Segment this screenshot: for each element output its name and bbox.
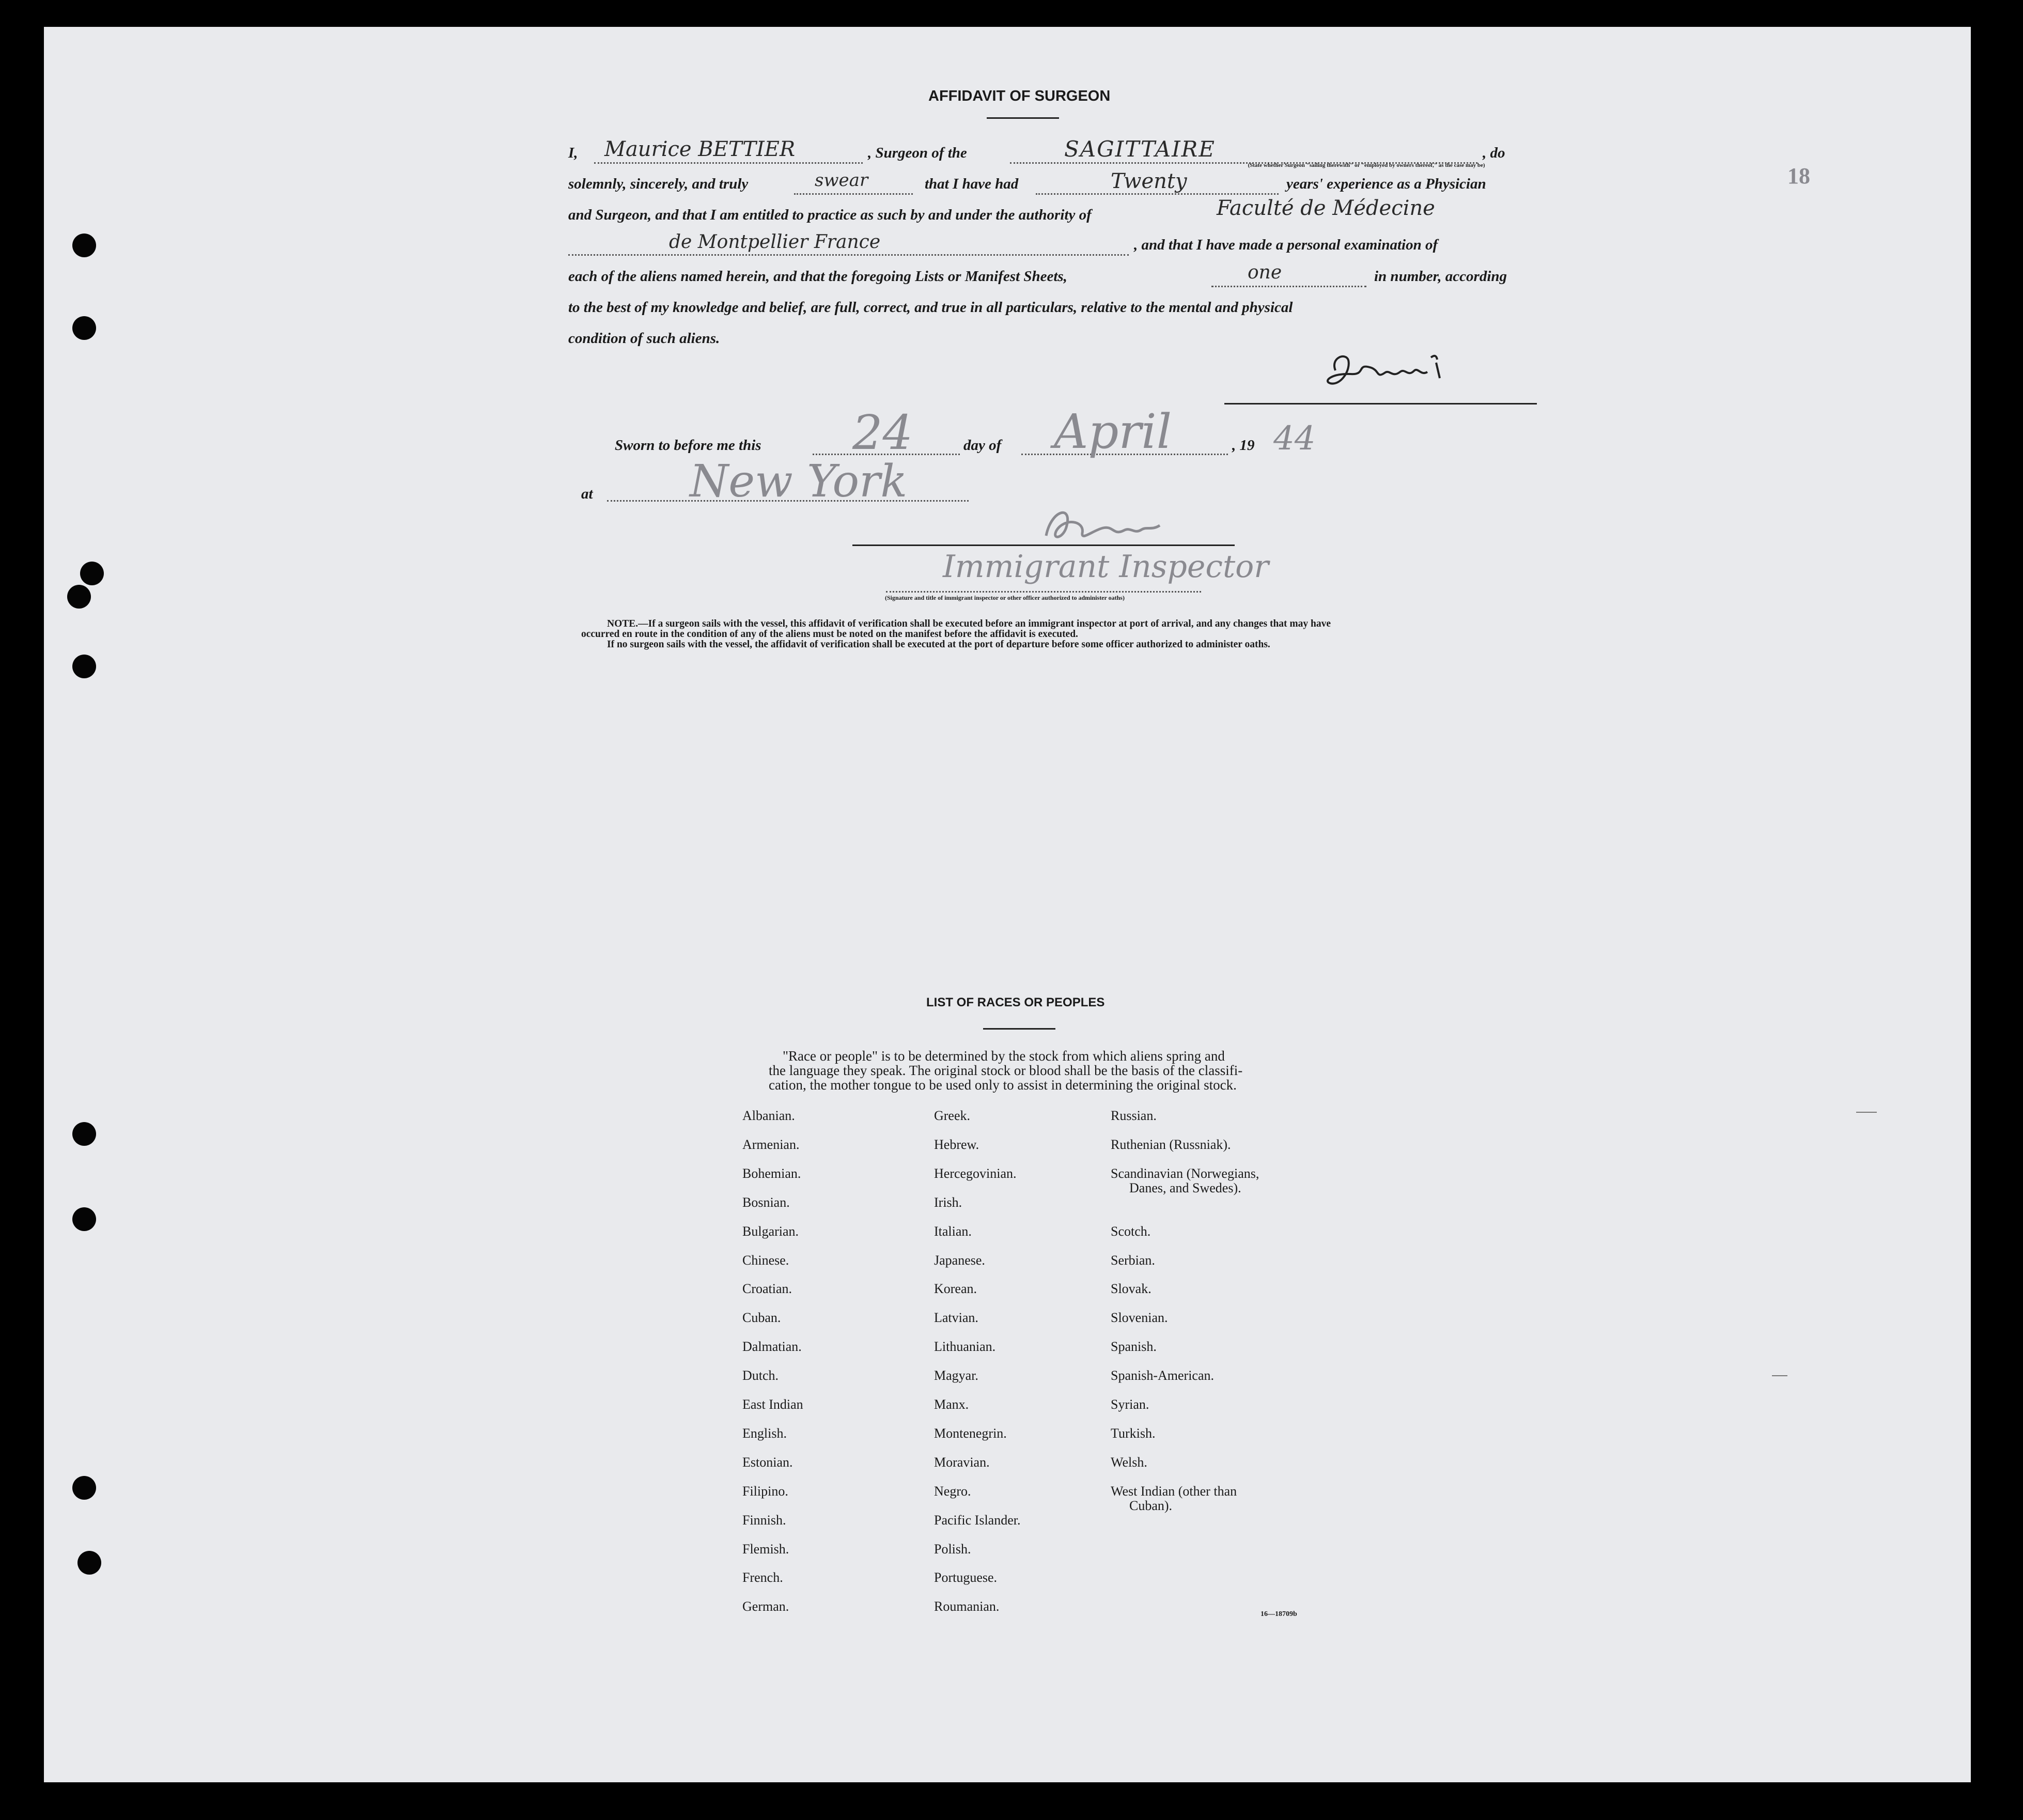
race-item: Hebrew. <box>934 1137 979 1152</box>
blank-inspector-title <box>886 591 1201 593</box>
race-item: Bohemian. <box>742 1165 801 1181</box>
race-item: Serbian. <box>1111 1252 1155 1268</box>
race-item: Lithuanian. <box>934 1339 996 1355</box>
race-item: French. <box>742 1570 783 1585</box>
race-item: Portuguese. <box>934 1570 998 1585</box>
blank-vessel <box>1010 162 1279 164</box>
race-item: Filipino. <box>742 1483 788 1499</box>
race-item: Finnish. <box>742 1512 786 1528</box>
race-item: Syrian. <box>1111 1397 1149 1412</box>
race-item: Danes, and Swedes). <box>1129 1180 1241 1195</box>
text-i-have-had: that I have had <box>925 176 1019 192</box>
punch-hole <box>72 1122 96 1146</box>
race-item: Chinese. <box>742 1252 789 1268</box>
race-item: Hercegovinian. <box>934 1165 1017 1181</box>
form-number: 16—18709b <box>1261 1610 1297 1618</box>
race-item: Italian. <box>934 1223 972 1239</box>
document-sheet <box>44 27 1971 1782</box>
race-item: Albanian. <box>742 1108 795 1123</box>
race-item: Roumanian. <box>934 1599 1000 1614</box>
race-item: Scotch. <box>1111 1223 1151 1239</box>
race-item: Spanish-American. <box>1111 1368 1215 1383</box>
text-sworn: Sworn to before me this <box>615 437 761 454</box>
handwritten-day: 24 <box>852 405 913 460</box>
text-year-prefix: , 19 <box>1232 437 1255 454</box>
race-item: German. <box>742 1599 789 1614</box>
race-item: Flemish. <box>742 1541 789 1557</box>
race-item: Korean. <box>934 1281 977 1297</box>
handwritten-inspector-title: Immigrant Inspector <box>943 549 1269 585</box>
race-item: Manx. <box>934 1397 969 1412</box>
races-intro-line-2: the language they speak. The original stock or blood shall be the basis of the classifi- <box>769 1063 1243 1078</box>
race-item: East Indian <box>742 1397 803 1412</box>
text-at: at <box>581 486 593 502</box>
title-underline <box>987 117 1059 119</box>
punch-hole <box>72 234 96 257</box>
blank-sheets <box>1211 286 1366 287</box>
note-line-2: occurred en route in the condition of any of the aliens must be noted on the manifest before the affidavit is executed. <box>581 629 1078 640</box>
race-item: Ruthenian (Russniak). <box>1111 1137 1231 1152</box>
punch-hole <box>72 1207 96 1231</box>
note-line-1: NOTE.—If a surgeon sails with the vessel, this affidavit of verification shall be executed before an immigrant inspector at port of arrival, and any changes that may have <box>607 618 1331 629</box>
signature-caption: (Signature and title of immigrant inspector or other officer authorized to administer oaths) <box>885 594 1125 601</box>
races-intro-line-3: cation, the mother tongue to be used only to assist in determining the original stock. <box>769 1077 1237 1093</box>
race-item: Russian. <box>1111 1108 1157 1123</box>
handwritten-swear: swear <box>815 170 868 191</box>
race-item: English. <box>742 1425 787 1441</box>
handwritten-sheets: one <box>1248 262 1282 283</box>
race-item: Montenegrin. <box>934 1425 1007 1441</box>
race-item: Magyar. <box>934 1368 978 1383</box>
race-item: Slovak. <box>1111 1281 1151 1297</box>
handwritten-authority-2: de Montpellier France <box>669 231 881 253</box>
text-solemnly: solemnly, sincerely, and truly <box>568 176 749 192</box>
text-and-surgeon: and Surgeon, and that I am entitled to practice as such by and under the authority of <box>568 207 1092 223</box>
punch-hole <box>77 1551 101 1575</box>
race-item: Dutch. <box>742 1368 779 1383</box>
handwritten-vessel: SAGITTAIRE <box>1064 136 1216 162</box>
punch-hole <box>80 562 104 585</box>
text-surgeon-of: , Surgeon of the <box>868 145 967 161</box>
handwritten-authority-1: Faculté de Médecine <box>1217 196 1435 220</box>
punch-hole <box>72 655 96 678</box>
handwritten-years: Twenty <box>1111 169 1187 193</box>
text-do: , do <box>1483 145 1505 161</box>
punch-hole <box>72 1476 96 1500</box>
race-item: Greek. <box>934 1108 971 1123</box>
text-each-alien: each of the aliens named herein, and that the foregoing Lists or Manifest Sheets, <box>568 268 1067 285</box>
race-item: Cuban. <box>742 1310 781 1326</box>
handwritten-place: New York <box>690 456 908 507</box>
handwritten-surgeon-name: Maurice BETTIER <box>604 137 796 161</box>
punch-hole <box>67 585 91 609</box>
page-number: 18 <box>1787 163 1810 189</box>
race-item: Estonian. <box>742 1454 793 1470</box>
race-item: Cuban). <box>1129 1498 1173 1513</box>
race-item: Dalmatian. <box>742 1339 802 1355</box>
text-day-of: day of <box>963 437 1002 454</box>
punch-hole <box>72 316 96 340</box>
race-item: Polish. <box>934 1541 971 1557</box>
races-intro-line-1: "Race or people" is to be determined by the stock from which aliens spring and <box>783 1048 1225 1064</box>
affidavit-title: AFFIDAVIT OF SURGEON <box>928 88 1111 104</box>
race-item: Scandinavian (Norwegians, <box>1111 1165 1259 1181</box>
blank-swear <box>794 193 913 195</box>
text-best-knowledge: to the best of my knowledge and belief, are full, correct, and true in all particulars, relative to the mental and physical <box>568 299 1293 316</box>
race-item: Welsh. <box>1111 1454 1147 1470</box>
races-title: LIST OF RACES OR PEOPLES <box>926 995 1105 1009</box>
state-note: (State whether Surgeon "sailing therewith" or "employed by owners thereof," as the case may be) <box>1248 162 1485 168</box>
speck <box>1772 1375 1787 1376</box>
handwritten-year-suffix: 44 <box>1273 419 1316 458</box>
race-item: Bulgarian. <box>742 1223 799 1239</box>
race-item: Pacific Islander. <box>934 1512 1021 1528</box>
race-item: Slovenian. <box>1111 1310 1168 1326</box>
races-title-underline <box>983 1028 1055 1030</box>
blank-authority <box>568 254 1129 256</box>
race-item: Latvian. <box>934 1310 978 1326</box>
race-item: Japanese. <box>934 1252 985 1268</box>
handwritten-month: April <box>1054 404 1172 459</box>
note-line-3: If no surgeon sails with the vessel, the affidavit of verification shall be executed at the port of departure before some officer authorized to administer oaths. <box>607 639 1270 650</box>
race-item: Turkish. <box>1111 1425 1156 1441</box>
race-item: Bosnian. <box>742 1194 790 1210</box>
inspector-signature <box>1036 500 1201 551</box>
race-item: Irish. <box>934 1194 962 1210</box>
surgeon-signature <box>1320 342 1501 399</box>
text-years-experience: years' experience as a Physician <box>1286 176 1486 192</box>
race-item: Armenian. <box>742 1137 800 1152</box>
surgeon-signature-line <box>1224 403 1537 405</box>
race-item: Moravian. <box>934 1454 990 1470</box>
text-in-number: in number, according <box>1374 268 1507 285</box>
race-item: West Indian (other than <box>1111 1483 1237 1499</box>
text-condition: condition of such aliens. <box>568 330 720 347</box>
text-personal-exam: , and that I have made a personal examination of <box>1134 237 1438 253</box>
text-i: I, <box>568 145 578 161</box>
blank-surgeon-name <box>594 162 863 164</box>
race-item: Negro. <box>934 1483 971 1499</box>
inspector-signature-line <box>852 545 1235 546</box>
race-item: Croatian. <box>742 1281 792 1297</box>
blank-years <box>1036 193 1279 195</box>
race-item: Spanish. <box>1111 1339 1157 1355</box>
speck <box>1856 1112 1877 1113</box>
